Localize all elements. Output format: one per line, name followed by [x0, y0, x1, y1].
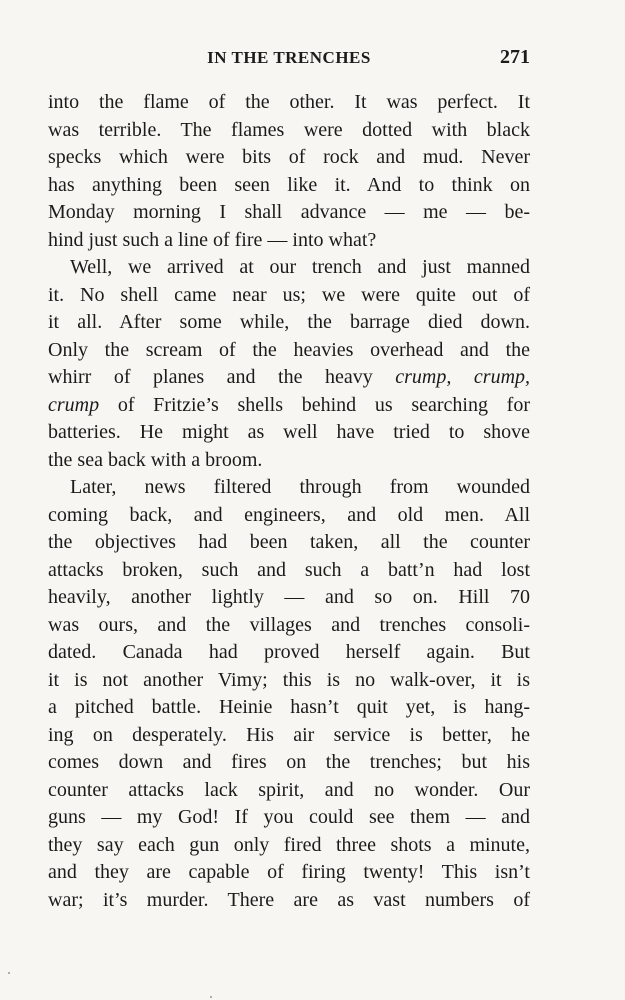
text-line: it all. After some while, the barrage died down. [48, 311, 530, 333]
text-line: it. No shell came near us; we were quite out of [48, 283, 530, 306]
text-line: attacks broken, such and such a batt’n had lost [48, 558, 530, 581]
page-number: 271 [500, 46, 530, 68]
text-line: crump of Fritzie’s shells behind us searching for [48, 393, 530, 416]
text-line: ing on desperately. His air service is better, he [48, 723, 530, 746]
text-line: heavily, another lightly — and so on. Hill 70 [48, 586, 530, 608]
text-line: the sea back with a broom. [48, 448, 263, 471]
paragraph [48, 89, 530, 254]
text-line: coming back, and engineers, and old men. All [48, 503, 530, 526]
text-line: hind just such a line of fire — into what? [48, 228, 377, 251]
text-line: was ours, and the villages and trenches consoli- [48, 613, 530, 636]
text-line: they say each gun only fired three shots a minute, [48, 833, 530, 856]
text-line: batteries. He might as well have tried to shove [48, 421, 530, 443]
text-line: guns — my God! If you could see them — and [48, 806, 530, 828]
paper-speck [8, 972, 10, 974]
text-line: Later, news filtered through from wounded [70, 476, 530, 498]
text-line: into the flame of the other. It was perfect. It [48, 91, 530, 113]
text-line: counter attacks lack spirit, and no wonder. Our [48, 778, 530, 801]
text-line: has anything been seen like it. And to think on [48, 173, 530, 196]
running-title: IN THE TRENCHES [207, 48, 371, 67]
text-line: the objectives had been taken, all the counter [48, 531, 530, 553]
page-header [48, 46, 530, 74]
text-line: a pitched battle. Heinie hasn’t quit yet, is hang- [48, 696, 530, 718]
text-line: comes down and fires on the trenches; but his [48, 751, 530, 773]
text-line: war; it’s murder. There are as vast numbers of [48, 888, 530, 911]
text-line: Only the scream of the heavies overhead and the [48, 338, 530, 361]
paragraph [48, 254, 530, 474]
text-line: specks which were bits of rock and mud. Never [48, 146, 530, 168]
text-line: whirr of planes and the heavy crump, crump, [48, 366, 531, 388]
text-line: it is not another Vimy; this is no walk-over, it is [48, 668, 530, 691]
text-line: was terrible. The flames were dotted with black [48, 118, 530, 141]
text-line: Well, we arrived at our trench and just manned [70, 256, 530, 278]
body-text [48, 89, 530, 914]
text-line: Monday morning I shall advance — me — be- [48, 201, 530, 223]
paper-speck [210, 996, 212, 998]
paragraph [48, 474, 530, 914]
text-line: dated. Canada had proved herself again. But [48, 641, 530, 663]
text-line: and they are capable of firing twenty! This isn’t [48, 861, 530, 883]
